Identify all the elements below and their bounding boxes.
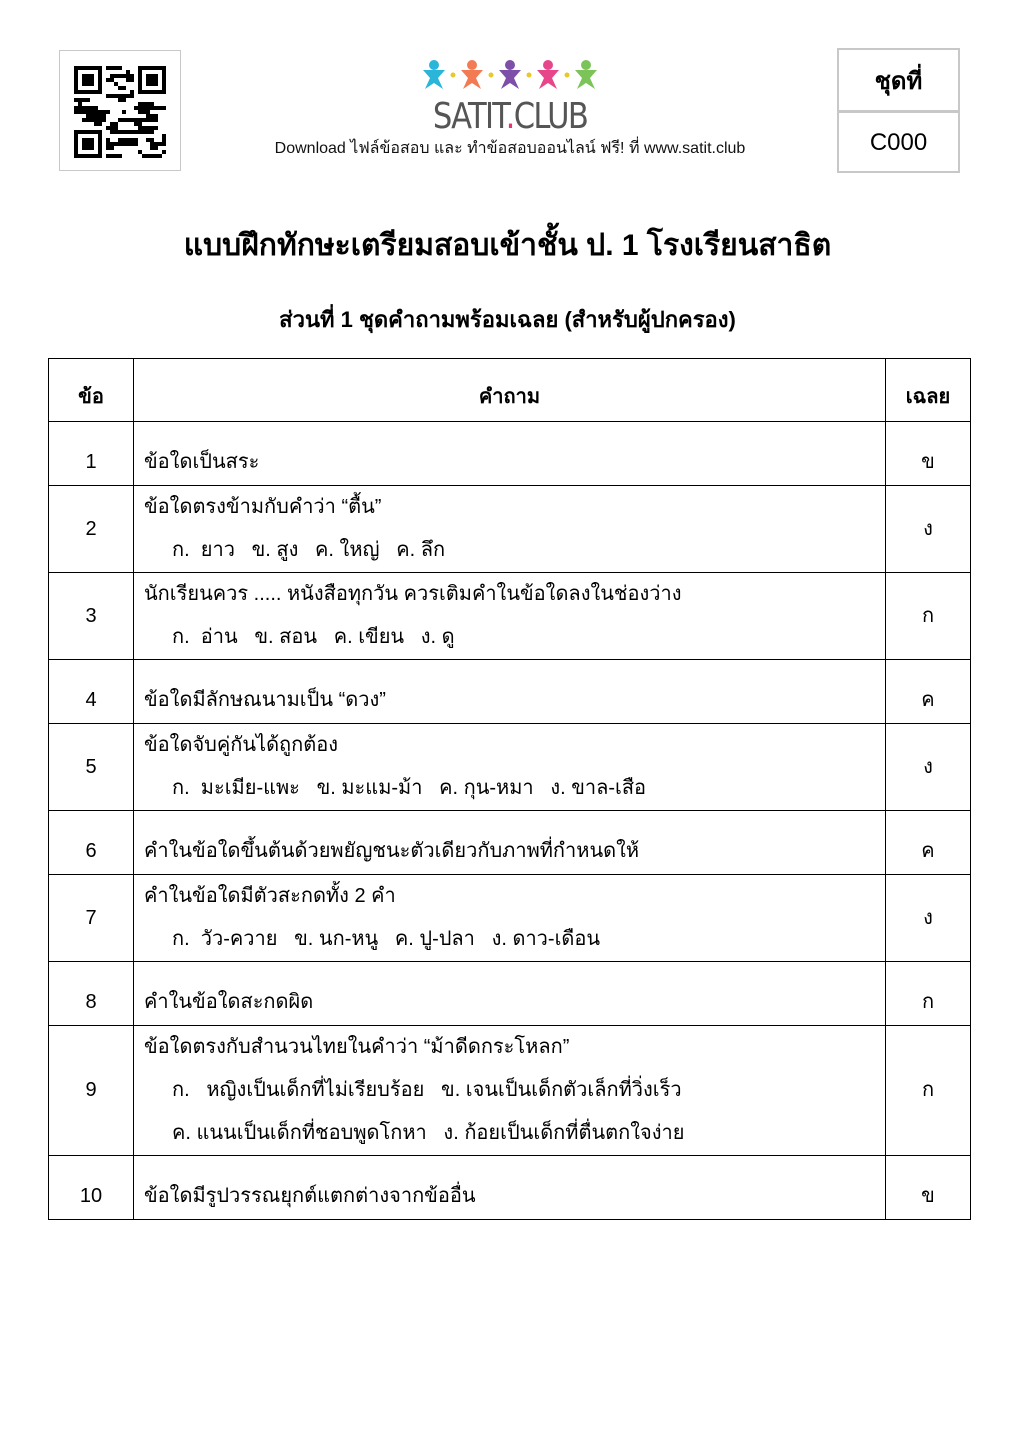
question-number: 3 (49, 573, 134, 660)
set-code: C000 (869, 129, 928, 156)
question-text: ข้อใดเป็นสระ (144, 451, 260, 473)
answer-options: ก. มะเมีย-แพะ ข. มะแม-ม้า ค. กุน-หมา ง. ขาล-เสือ (172, 777, 647, 799)
answer-key: ข (886, 422, 971, 486)
table-row (49, 1026, 971, 1156)
question-number: 2 (49, 486, 134, 573)
table-row (49, 962, 971, 1026)
question-text: นักเรียนควร ..... หนังสือทุกวัน ควรเติมคำในข้อใดลงในช่องว่าง (144, 583, 682, 605)
table-row (49, 422, 971, 486)
table-row (49, 660, 971, 724)
child-figure-icon (499, 60, 521, 89)
child-figure-icon (461, 60, 483, 89)
question-text: ข้อใดจับคู่กันได้ถูกต้อง (144, 734, 339, 756)
children-figures-icon (420, 58, 600, 92)
question-text: คำในข้อใดสะกดผิด (144, 991, 314, 1013)
qr-code (59, 50, 181, 171)
question-cell (134, 811, 886, 875)
question-cell (134, 1156, 886, 1220)
question-number: 8 (49, 962, 134, 1026)
question-text: คำในข้อใดมีตัวสะกดทั้ง 2 คำ (144, 885, 396, 907)
star-icon (565, 73, 570, 78)
qr-code-icon (74, 66, 166, 158)
header-answer: เฉลย (886, 359, 971, 422)
question-table (48, 358, 971, 1220)
question-text: คำในข้อใดขึ้นต้นด้วยพยัญชนะตัวเดียวกับภาพที่กำหนดให้ (144, 840, 640, 862)
child-figure-icon (537, 60, 559, 89)
question-text: ข้อใดมีรูปวรรณยุกต์แตกต่างจากข้ออื่น (144, 1185, 476, 1207)
answer-key: ง (886, 486, 971, 573)
satit-club-logo (400, 58, 620, 137)
question-number: 6 (49, 811, 134, 875)
answer-key: ก (886, 573, 971, 660)
question-cell (134, 422, 886, 486)
question-cell (134, 660, 886, 724)
answer-options: ก. ยาว ข. สูง ค. ใหญ่ ค. ลึก (172, 539, 446, 561)
answer-options: ค. แนนเป็นเด็กที่ชอบพูดโกหา ง. ก้อยเป็นเด็กที่ตื่นตกใจง่าย (172, 1122, 685, 1144)
answer-key: ค (886, 660, 971, 724)
answer-key: ก (886, 1026, 971, 1156)
set-label: ชุดที่ (839, 50, 958, 113)
answer-key: ง (886, 724, 971, 811)
answer-key: ค (886, 811, 971, 875)
answer-options: ก. วัว-ควาย ข. นก-หนู ค. ปู-ปลา ง. ดาว-เดือน (172, 928, 601, 950)
section-subtitle: ส่วนที่ 1 ชุดคำถามพร้อมเฉลย (สำหรับผู้ปกครอง) (279, 307, 736, 332)
child-figure-icon (575, 60, 597, 89)
question-number: 9 (49, 1026, 134, 1156)
question-number: 1 (49, 422, 134, 486)
table-row (49, 573, 971, 660)
header-question: คำถาม (134, 359, 886, 422)
logo-text: SATIT.CLUB (432, 96, 588, 137)
answer-key: ง (886, 875, 971, 962)
table-row (49, 875, 971, 962)
question-number: 5 (49, 724, 134, 811)
question-cell (134, 573, 886, 660)
download-tagline: Download ไฟล์ข้อสอบ และ ทำข้อสอบออนไลน์ ฟรี! ที่ www.satit.club (274, 140, 746, 157)
question-cell (134, 486, 886, 573)
question-cell (134, 962, 886, 1026)
set-number-box (837, 48, 960, 173)
table-row (49, 724, 971, 811)
question-text: ข้อใดตรงกับสำนวนไทยในคำว่า “ม้าดีดกระโหลก” (144, 1036, 570, 1058)
answer-key: ข (886, 1156, 971, 1220)
star-icon (451, 73, 456, 78)
question-number: 7 (49, 875, 134, 962)
question-text: ข้อใดมีลักษณนามเป็น “ดวง” (144, 689, 386, 711)
page-title: แบบฝึกทักษะเตรียมสอบเข้าชั้น ป. 1 โรงเรียนสาธิต (183, 229, 832, 262)
question-number: 4 (49, 660, 134, 724)
answer-options: ก. หญิงเป็นเด็กที่ไม่เรียบร้อย ข. เจนเป็นเด็กตัวเล็กที่วิ่งเร็ว (172, 1079, 682, 1101)
star-icon (489, 73, 494, 78)
answer-options: ก. อ่าน ข. สอน ค. เขียน ง. ดู (172, 626, 455, 648)
header-number: ข้อ (49, 359, 134, 422)
question-text: ข้อใดตรงข้ามกับคำว่า “ตื้น” (144, 496, 382, 518)
table-row (49, 486, 971, 573)
question-number: 10 (49, 1156, 134, 1220)
table-header-row (49, 359, 971, 422)
child-figure-icon (423, 60, 445, 89)
question-cell (134, 875, 886, 962)
table-row (49, 811, 971, 875)
answer-key: ก (886, 962, 971, 1026)
star-icon (527, 73, 532, 78)
table-row (49, 1156, 971, 1220)
question-cell (134, 1026, 886, 1156)
question-cell (134, 724, 886, 811)
